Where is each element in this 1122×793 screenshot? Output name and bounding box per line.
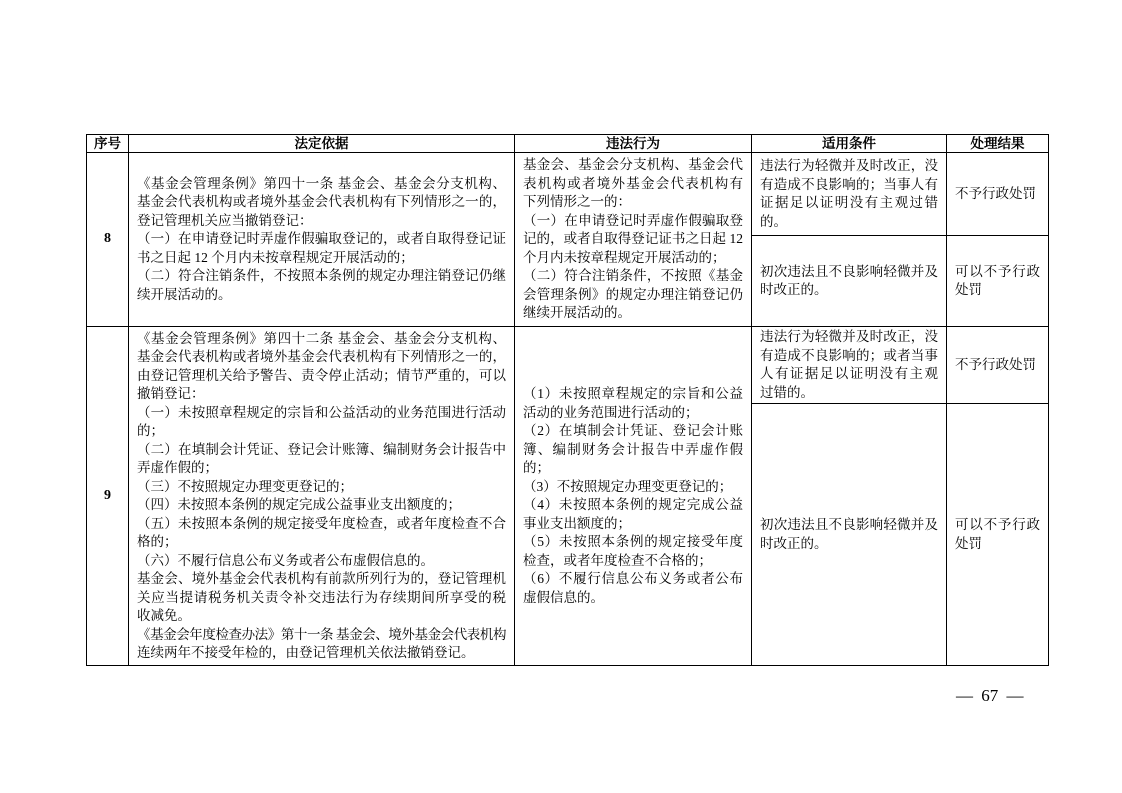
text-line: 不予行政处罚 xyxy=(955,356,1036,372)
text-line: （二）符合注销条件，不按照本条例的规定办理注销登记仍继 xyxy=(137,268,506,284)
text-line: 簿、编制财务会计报告中弄虚作假 xyxy=(523,441,743,457)
text-line: 证据足以证明没有主观过错 xyxy=(760,195,938,210)
table-body xyxy=(87,153,1049,666)
text-line: 时改正的。 xyxy=(760,535,828,551)
text-line: （3）不按照规定办理变更登记的； xyxy=(523,478,733,494)
text-line: 人有证据足以证明没有主观 xyxy=(760,366,938,381)
text-line: 由登记管理机关给予警告、责令停止活动；情节严重的，可以 xyxy=(137,367,506,383)
violation-cell xyxy=(515,327,752,666)
serial-number-cell: 9 xyxy=(87,327,129,666)
text-line: （二）符合注销条件，不按照《基金 xyxy=(523,268,743,284)
result-cell xyxy=(947,236,1049,327)
text-line: 过错的。 xyxy=(760,384,814,400)
text-line: 下列情形之一的： xyxy=(523,194,631,210)
text-line: 违法行为轻微并及时改正，没 xyxy=(760,158,938,173)
text-line: 弄虚作假的； xyxy=(137,460,218,475)
text-line: 时改正的。 xyxy=(760,282,828,297)
result-cell xyxy=(947,404,1049,666)
legal-basis-cell xyxy=(129,327,515,666)
text-line: （1）未按照章程规定的宗旨和公益 xyxy=(523,386,743,401)
header-row xyxy=(87,135,1049,153)
header-serial-number: 序号 xyxy=(87,135,129,153)
text-line: 初次违法且不良影响轻微并及 xyxy=(760,263,938,279)
text-line: 的。 xyxy=(760,213,787,229)
text-line: 基金会代表机构或者境外基金会代表机构有下列情形之一的， xyxy=(137,349,506,364)
text-line: 可以不予行政 xyxy=(955,517,1040,532)
text-line: 基金会代表机构或者境外基金会代表机构有下列情形之一的， xyxy=(137,194,506,210)
text-line: （一）在申请登记时弄虚作假骗取登 xyxy=(523,212,743,228)
text-line: 事业支出额度的； xyxy=(523,515,631,531)
text-line: 可以不予行政 xyxy=(955,263,1040,279)
text-line: 记的，或者自取得登记证书之日起 12 xyxy=(523,231,743,247)
text-line: （五）未按照本条例的规定接受年度检查，或者年度检查不合 xyxy=(137,515,506,531)
text-line: 登记管理机关应当撤销登记： xyxy=(137,212,313,228)
header-applicable-condition: 适用条件 xyxy=(752,135,947,153)
text-line: 初次违法且不良影响轻微并及 xyxy=(760,517,938,532)
text-line: 检查，或者年度检查不合格的； xyxy=(523,552,712,568)
text-line: 继续开展活动的。 xyxy=(523,305,631,321)
text-line: （5）未按照本条例的规定接受年度 xyxy=(523,534,743,549)
page-number: — 67 — xyxy=(956,686,1024,705)
text-line: 连续两年不接受年检的，由登记管理机关依法撤销登记。 xyxy=(137,645,475,660)
text-line: 关应当提请税务机关责令补交违法行为存续期间所享受的税 xyxy=(137,589,506,605)
penalty-standards-table xyxy=(86,134,1049,666)
text-line: 处罚 xyxy=(955,282,982,297)
text-line: 会管理条例》的规定办理注销登记仍 xyxy=(523,286,743,302)
header-handling-result: 处理结果 xyxy=(947,135,1049,153)
text-line: 的； xyxy=(523,460,550,475)
violation-cell xyxy=(515,153,752,327)
text-line: 有造成不良影响的；或者当事 xyxy=(760,347,938,363)
text-line: （二）在填制会计凭证、登记会计账簿、编制财务会计报告中 xyxy=(137,441,506,457)
legal-basis-cell xyxy=(129,153,515,327)
text-line: 处罚 xyxy=(955,535,982,551)
text-line: （六）不履行信息公布义务或者公布虚假信息的。 xyxy=(137,552,434,568)
text-line: 有造成不良影响的；当事人有 xyxy=(760,176,938,192)
text-line: 基金会、基金会分支机构、基金会代 xyxy=(523,157,743,173)
table-row xyxy=(87,327,1049,404)
text-line: 《基金会管理条例》第四十二条 基金会、基金会分支机构、 xyxy=(137,330,506,346)
text-line: 撤销登记： xyxy=(137,386,205,401)
text-line: 的； xyxy=(137,423,164,438)
condition-cell xyxy=(752,327,947,404)
text-line: 收减免。 xyxy=(137,608,191,623)
text-line: 活动的业务范围进行活动的； xyxy=(523,404,699,420)
condition-cell xyxy=(752,404,947,666)
text-line: 续开展活动的。 xyxy=(137,286,232,302)
text-line: （一）在申请登记时弄虚作假骗取登记的，或者自取得登记证 xyxy=(137,231,506,247)
text-line: （2）在填制会计凭证、登记会计账 xyxy=(523,423,743,438)
condition-cell xyxy=(752,153,947,236)
text-line: （三）不按照规定办理变更登记的； xyxy=(137,478,353,494)
result-cell xyxy=(947,153,1049,236)
text-line: 不予行政处罚 xyxy=(955,185,1036,201)
text-line: 个月内未按章程规定开展活动的； xyxy=(523,249,726,265)
text-line: 书之日起 12 个月内未按章程规定开展活动的； xyxy=(137,249,414,265)
condition-cell xyxy=(752,236,947,327)
text-line: （一）未按照章程规定的宗旨和公益活动的业务范围进行活动 xyxy=(137,404,506,420)
text-line: 表机构或者境外基金会代表机构有 xyxy=(523,175,743,191)
table-row xyxy=(87,153,1049,236)
text-line: 《基金会管理条例》第四十一条 基金会、基金会分支机构、 xyxy=(137,175,506,191)
text-line: （6）不履行信息公布义务或者公布 xyxy=(523,571,743,586)
table-header xyxy=(87,135,1049,153)
serial-number-cell: 8 xyxy=(87,153,129,327)
text-line: （4）未按照本条例的规定完成公益 xyxy=(523,497,743,512)
text-line: 《基金会年度检查办法》第十一条 基金会、境外基金会代表机构 xyxy=(137,626,506,642)
text-line: 基金会、境外基金会代表机构有前款所列行为的，登记管理机 xyxy=(137,571,506,586)
text-line: 格的； xyxy=(137,534,178,549)
header-legal-basis: 法定依据 xyxy=(129,135,515,153)
header-violation: 违法行为 xyxy=(515,135,752,153)
text-line: 虚假信息的。 xyxy=(523,589,604,605)
text-line: 违法行为轻微并及时改正，没 xyxy=(760,329,938,344)
text-line: （四）未按照本条例的规定完成公益事业支出额度的； xyxy=(137,497,461,512)
result-cell xyxy=(947,327,1049,404)
